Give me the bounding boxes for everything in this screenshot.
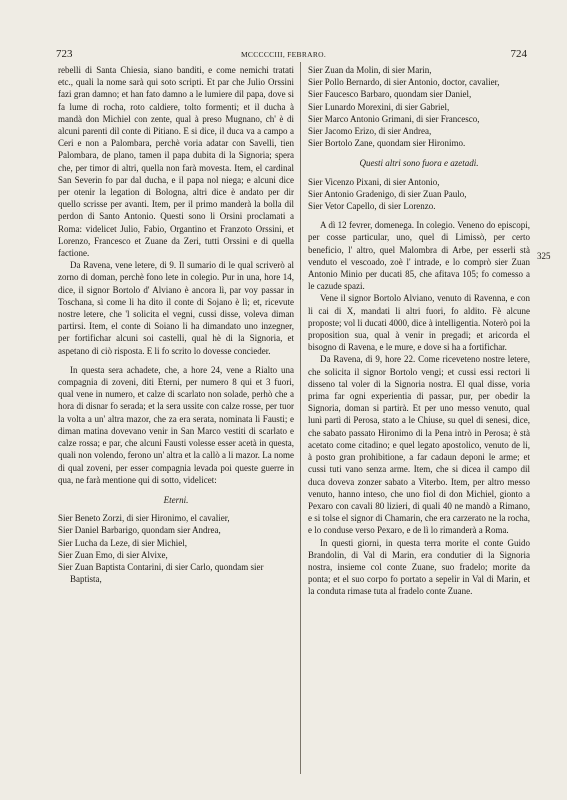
name-entry: Sier Zuan Baptista Contarini, di sier Carlo, quondam sier Baptista, — [58, 561, 264, 585]
name-entry: Sier Vicenzo Pixani, di sier Antonio, — [308, 176, 440, 187]
name-entry: Sier Faucesco Barbaro, quondam sier Daniel, — [308, 89, 472, 100]
name-entry: Sier Zuan da Molin, di sier Marin, — [308, 65, 432, 75]
name-entry: Sier Zuan Emo, di sier Alvixe, — [58, 549, 168, 560]
name-entry: Sier Pollo Bernardo, di sier Antonio, doctor, cavalier, — [308, 77, 500, 88]
right-column — [308, 64, 530, 598]
column-divider — [300, 62, 301, 774]
left-page-number: 723 — [56, 48, 73, 60]
left-column — [58, 64, 294, 585]
running-title: MCCCCCIII, FEBRARO. — [240, 50, 327, 59]
name-entry: Sier Bortolo Zane, quondam sier Hironimo. — [308, 138, 466, 149]
name-entry: Sier Beneto Zorzi, di sier Hironimo, el cavalier, — [58, 513, 230, 524]
paragraph: In questi giorni, in questa terra morite el conte Guido Brandolin, di Val di Marin, era condutier di la Signoria nostra, insieme col conte Zuane, suo fradelo; morite da ponta; et el suo corpo fo portato a sepelir in Val di Marin, et la conduta rimase tuta al fradelo conte Zuane. — [308, 537, 530, 597]
name-entry: Sier Marco Antonio Grimani, di sier Francesco, — [308, 113, 480, 124]
name-entry: Sier Lunardo Morexini, di sier Gabriel, — [308, 101, 450, 112]
paragraph: Da Ravena, vene letere, di 9. Il sumario di le qual scriverò al zorno di doman, perchè fono lete in colegio. Pur in una, hore 14, dice, il signor Bortolo d' Alviano è ancora lì, par voy passar in Toschana, sì come li ha dito il conte di Sojano è lì; et, ricevute nostre letere, che 'l solicita el vegni, cussi disse, voleva diman partirsi. Item, el conte di Soiano li ha dimandato uno inzegner, per fortifichar alcuni soi castelli, qual hè di la Signoria, et aspetano di ciò risposta. E li fo scrito lo dovesse concieder. — [58, 260, 294, 356]
name-entry: Sier Antonio Gradenigo, di sier Zuan Paulo, — [308, 188, 467, 199]
section-heading: Eterni. — [163, 494, 189, 505]
section-heading: Questi altri sono fuora e azetadi. — [359, 158, 479, 169]
paragraph: Da Ravena, di 9, hore 22. Come riceveteno nostre letere, che solicita il signor Bortolo vengi; et cussi essi rectori li disseno tal voler di la Signoria nostra. El qual disse, voria prima far ogni experientia di passar, pur, per obedir la Signoria, doman si partirà. Et per uno messo venuto, qual lunì partì di Perosa, stato a le Chiuse, su quel di senesi, dice, che sabato passato Hironimo di la Pena intrò in Perosa; è stà acetato come citadino; e quel legato apostolico, venuto de li, à posto gran prohibitione, a far cadaun deponi le arme; et cussi tuti vano senza arme. Item, che si dicea il campo dil duca doveva zonzer sabato a Viterbo. Item, per altro messo venuto, hanno inteso, che uno fiol di don Michiel, gionto a Pexaro con cavali 80 lizieri, di quali 40 ne mandò a Rimano, e si tolse el signor di Chamarin, che era carzerato ne la rocha, e lo conduse verso Pexaro, e de lì lo rimanderà a Roma. — [308, 354, 530, 536]
right-page-number: 724 — [510, 48, 527, 60]
paragraph: Vene il signor Bortolo Alviano, venuto di Ravenna, e con li cai di X, mandati li altri fuori, fo aldito. Fè alcune proposte; vol li ducati 4000, dice à intelligentia. Noterò poi la proposition sua, qual à venir in pregadi; et aricorda el bisogno di Ravena, e le mure, e dove si ha a fortifichar. — [308, 293, 530, 353]
name-entry: Sier Vetor Capello, di sier Lorenzo. — [308, 201, 436, 212]
paragraph: rebelli di Santa Chiesia, siano banditi, e come nemichi tratati etc., quali la nome sarà qui soto scripti. Et par che Julio Orssini fazi gran damno; et han fato damno a le lumiere dil papa, dove si fa lume di rocha, roto caldiere, tolto formenti; et il ducha à mandà don Michiel con zente, qual à preso Mugnano, ch' è di alcuni parenti dil conte di Pitiano. E si dice, il duca va a campo a Ceri e non a Palombara, perchè voria adatar con Savelli, tien Palombara, de plano, tamen il papa dubita di la Signoria; spera che, per timor di altri, quella non farà movesta. Item, el cardinal San Severin fo par dal ducha, e il papa nol niega; e alcuni dice per otenir la legation di Bologna, altri dice è andato per dir quello scrisse per avanti. Item, per il primo manderà la bolla dil perdon di Santo Antonio. Questi sono li Orsini proclamati a Roma: videlicet Julio, Fabio, Organtino et Franzoto Orssini, et Lorenzo, Francesco et Zuane da Zeri, tutti Orssini e di quella factione. — [58, 65, 294, 259]
name-entry: Sier Jacomo Erizo, di sier Andrea, — [308, 126, 432, 137]
name-entry: Sier Lucha da Leze, di sier Michiel, — [58, 537, 187, 548]
paragraph: In questa sera achadete, che, a hore 24, vene a Rialto una compagnia di zoveni, diti Eterni, per numero 8 qui et 3 fuori, qual vene in numero, et calze di scarlato non solade, perhò che a hora di disnar fo serada; et la sera ussite con calze rosse, per tuor la volta a un' altra mazor, che za era serata, nominata li Fausti; e diman matina dovevano venir in San Marco vestiti di scarlato e calze rossa; e par, che alcuni Fausti volesse esser acetà in questa, quali non volendo, ferono un' altra et la callò a li mazor. La nome di qual zoveni, per esser compagnia levada poi queste guerre in qua, ne farà mentione qui di sotto, videlicet: — [58, 364, 294, 485]
paragraph: A dì 12 fevrer, domenega. In colegio. Veneno do episcopi, per cosse particular, uno, quel di Limissò, per certo beneficio, l' altro, quel Malombra di Arbe, per esserli stà venduto el vescoado, zoè l' intrade, e lo comprò sier Zuan Antonio Minio per ducati 85, che afitava 105; fo comesso a le cazude spazi. — [308, 220, 530, 292]
name-entry: Sier Daniel Barbarigo, quondam sier Andrea, — [58, 525, 221, 536]
margin-folio-number: 325 — [537, 251, 551, 261]
